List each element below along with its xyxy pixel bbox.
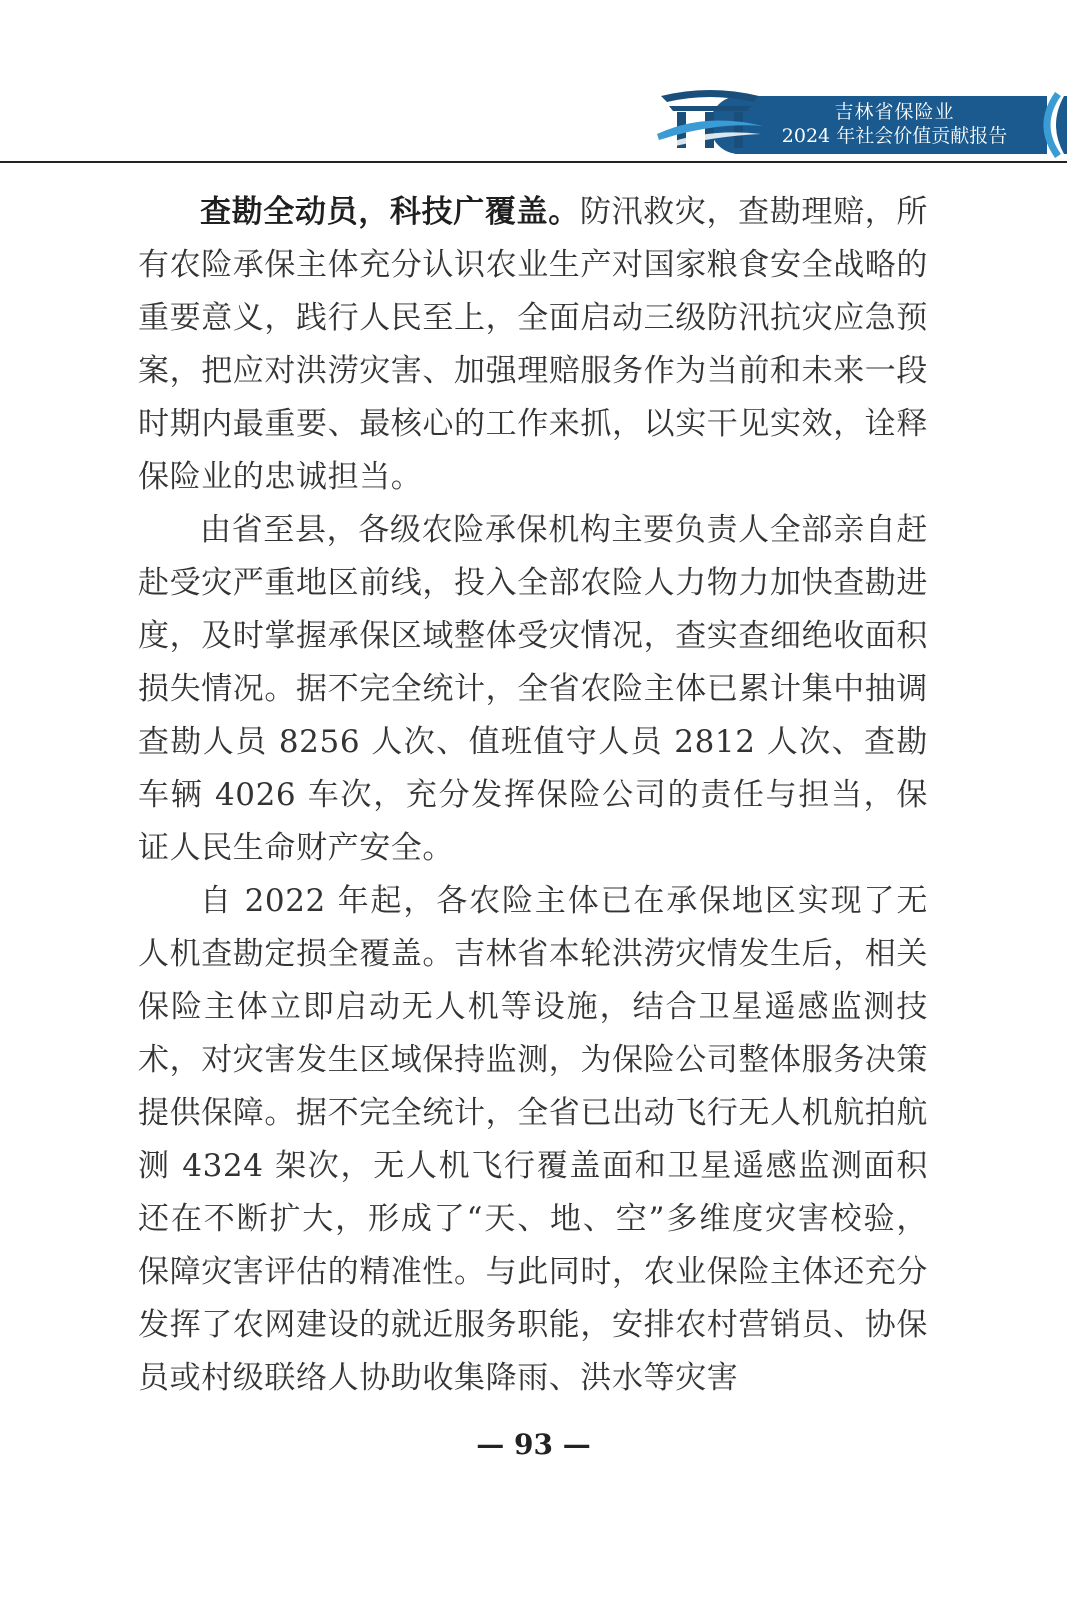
paragraph-1-lead: 查勘全动员，科技广覆盖。 (200, 194, 580, 230)
body-text (138, 186, 928, 1405)
paragraph-3-text: 自 2022 年起，各农险主体已在承保地区实现了无人机查勘定损全覆盖。吉林省本轮洪涝灾情发生后，相关保险主体立即启动无人机等设施，结合卫星遥感监测技术，对灾害发生区域保持监测，为保险公司整体服务决策提供保障。据不完全统计，全省已出动飞行无人机航拍航测 4324 架次，无人机飞行覆盖面和卫星遥感监测面积还在不断扩大，形成了“天、地、空”多维度灾害校验，保障灾害评估的精准性。与此同时，农业保险主体还充分发挥了农网建设的就近服务职能，安排农村营销员、协保员或村级联络人协助收集降雨、洪水等灾害 (138, 883, 928, 1396)
gate-arch-logo-icon (655, 82, 765, 156)
report-title-line1: 吉林省保险业 (834, 101, 955, 123)
paragraph-1 (138, 186, 928, 504)
header-divider (0, 161, 1067, 163)
paragraph-2-text: 由省至县，各级农险承保机构主要负责人全部亲自赶赴受灾严重地区前线，投入全部农险人力物力加快查勘进度，及时掌握承保区域整体受灾情况，查实查细绝收面积损失情况。据不完全统计，全省农险主体已累计集中抽调查勘人员 8256 人次、值班值守人员 2812 人次、查勘车辆 4026 车次，充分发挥保险公司的责任与担当，保证人民生命财产安全。 (138, 512, 928, 866)
paragraph-3 (138, 875, 928, 1405)
report-title-line2: 2024 年社会价值贡献报告 (781, 125, 1008, 147)
page-number: — 93 — (476, 1428, 591, 1461)
paragraph-2 (138, 504, 928, 875)
page-header (0, 0, 1067, 170)
header-end-mark-icon (1030, 92, 1067, 158)
paragraph-1-text: 防汛救灾，查勘理赔，所有农险承保主体充分认识农业生产对国家粮食安全战略的重要意义，践行人民至上，全面启动三级防汛抗灾应急预案，把应对洪涝灾害、加强理赔服务作为当前和未来一段时期内最重要、最核心的工作来抓，以实干见实效，诠释保险业的忠诚担当。 (138, 194, 928, 495)
report-title (752, 100, 1037, 148)
